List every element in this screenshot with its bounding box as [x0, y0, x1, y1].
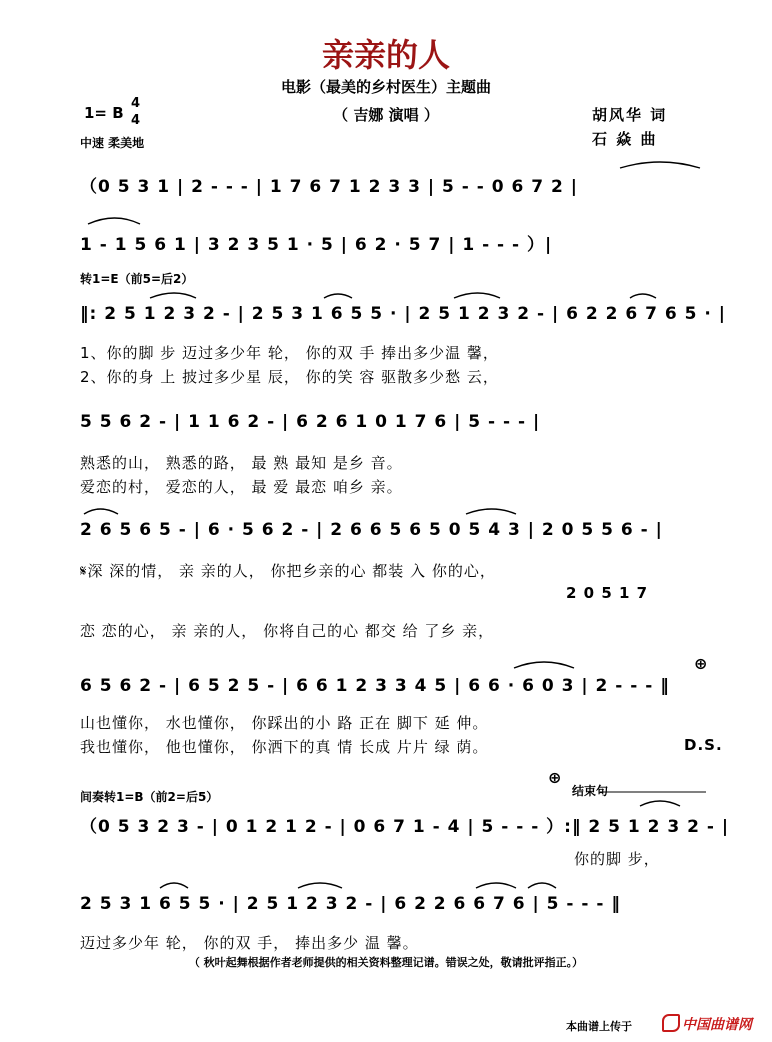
upload-notice: 本曲谱上传于	[566, 1020, 632, 1033]
dal-segno-marking: D.S.	[684, 736, 723, 754]
modulation-marking-1: 转1=E（前5=后2）	[80, 272, 194, 286]
song-subtitle: 电影（最美的乡村医生）主题曲	[280, 78, 491, 96]
notation-line-3: ‖: 2 5 1 2 3 2 - | 2 5 3 1 6 5 5 · | 2 5 1 2 3 2 - | 6 2 2 6 7 6 5 · |	[80, 304, 726, 324]
modulation-marking-2: 间奏转1=B（前2=后5）	[80, 790, 219, 804]
time-signature-top: 4	[131, 96, 141, 111]
lyric-line-8: 迈过多少年 轮， 你的双 手， 捧出多少 温 馨。	[80, 934, 419, 952]
singer-credit: （ 吉娜 演唱 ）	[333, 106, 439, 124]
tempo-marking: 中速 柔美地	[80, 136, 145, 150]
notation-line-7: （0 5 3 2 3 - | 0 1 2 1 2 - | 0 6 7 1 - 4 | 5 - - - ）:‖ 2 5 1 2 3 2 - |	[80, 817, 730, 837]
transcription-note: （ 秋叶起舞根据作者老师提供的相关资料整理记谱。错误之处，敬请批评指正。）	[188, 956, 584, 969]
key-signature: 1= B	[84, 104, 124, 122]
lyric-line-7: 你的脚 步，	[574, 850, 660, 868]
lyric-line-3-verse-2: 2、你的身 上 披过多少星 辰， 你的笑 容 驱散多少愁 云，	[80, 368, 499, 386]
notation-line-2: 1 - 1 5 6 1 | 3 2 3 5 1 · 5 | 6 2 · 5 7 | 1 - - - ）|	[80, 235, 553, 255]
lyric-line-5-verse-1: 𝄋深 深的情， 亲 亲的人， 你把乡亲的心 都装 入 你的心，	[80, 562, 496, 580]
notation-line-5: 2 6 5 6 5 - | 6 · 5 6 2 - | 2 6 6 5 6 5 0 5 4 3 | 2 0 5 5 6 - |	[80, 520, 663, 540]
site-logo-text: 中国曲谱网	[682, 1017, 752, 1033]
notation-line-6: 6 5 6 2 - | 6 5 2 5 - | 6 6 1 2 3 3 4 5 | 6 6 · 6 0 3 | 2 - - - ‖	[80, 676, 670, 696]
ending-phrase-label: 结束句	[572, 784, 609, 798]
lyric-line-6-verse-2: 我也懂你， 他也懂你， 你洒下的真 情 长成 片片 绿 荫。	[80, 738, 489, 756]
composer-credit: 石 焱 曲	[592, 130, 658, 148]
notation-line-1: （0 5 3 1 | 2 - - - | 1 7 6 7 1 2 3 3 | 5 - - 0 6 7 2 |	[80, 177, 578, 197]
coda-sign-icon: ⊕	[694, 654, 708, 673]
notation-line-4: 5 5 6 2 - | 1 1 6 2 - | 6 2 6 1 0 1 7 6 | 5 - - - |	[80, 412, 541, 432]
coda-sign-ending-icon: ⊕	[548, 768, 562, 787]
lyric-line-3-verse-1: 1、你的脚 步 迈过多少年 轮， 你的双 手 捧出多少温 馨，	[80, 344, 499, 362]
lyric-line-4-verse-2: 爱恋的村， 爱恋的人， 最 爱 最恋 咱乡 亲。	[80, 478, 403, 496]
time-signature-bottom: 4	[131, 113, 141, 128]
song-title: 亲亲的人	[321, 36, 450, 74]
lyricist-credit: 胡风华 词	[592, 106, 668, 124]
lyric-line-4-verse-1: 熟悉的山， 熟悉的路， 最 熟 最知 是乡 音。	[80, 454, 403, 472]
lyric-line-5-verse-2: 恋 恋的心， 亲 亲的人， 你将自己的心 都交 给 了乡 亲，	[80, 622, 495, 640]
lyric-line-6-verse-1: 山也懂你， 水也懂你， 你踩出的小 路 正在 脚下 延 伸。	[80, 714, 489, 732]
alternate-notation-verse-2: 2 0 5 1 7	[566, 584, 649, 602]
site-logo-icon	[662, 1014, 680, 1032]
notation-line-8: 2 5 3 1 6 5 5 · | 2 5 1 2 3 2 - | 6 2 2 6 6 7 6 | 5 - - - ‖	[80, 894, 621, 914]
site-logo	[662, 1014, 752, 1034]
